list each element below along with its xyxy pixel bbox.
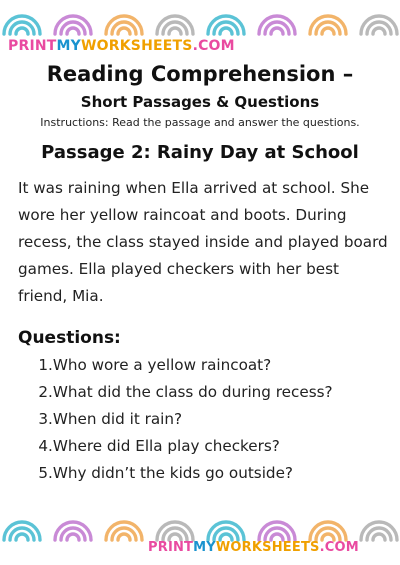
question-number-dot: .	[48, 410, 53, 428]
rainbow-icon	[361, 16, 397, 34]
question-text: Who wore a yellow raincoat?	[52, 356, 272, 374]
question-text: Where did Ella play checkers?	[52, 437, 280, 455]
question-number-dot: .	[48, 383, 53, 401]
question-item	[30, 433, 390, 460]
questions-list	[30, 352, 390, 487]
passage-text: It was raining when Ella arrived at school. She wore her yellow raincoat and boots. During recess, the class stayed inside and played board games. Ella played checkers with her best friend, Mia.	[18, 179, 388, 305]
question-number: 3	[38, 410, 48, 428]
rainbow-icon	[157, 16, 193, 34]
question-item	[30, 352, 390, 379]
rainbow-icon	[208, 16, 244, 34]
question-item	[30, 460, 390, 487]
question-item	[30, 379, 390, 406]
rainbow-icon	[55, 16, 91, 34]
page-title: Reading Comprehension –	[46, 62, 354, 86]
question-item	[30, 406, 390, 433]
brand-part-my: MY	[56, 38, 82, 54]
rainbow-icon	[361, 522, 397, 540]
question-number: 2	[38, 383, 48, 401]
rainbow-icon	[208, 522, 244, 540]
top-rainbow-border	[0, 0, 400, 40]
rainbow-icon	[310, 522, 346, 540]
question-number: 5	[38, 464, 48, 482]
questions-heading: Questions:	[18, 328, 121, 348]
page-subtitle: Short Passages & Questions	[80, 93, 320, 111]
brand-part-print: PRINT	[8, 38, 57, 54]
question-number-dot: .	[48, 437, 53, 455]
brand-part-com: .COM	[192, 38, 235, 54]
passage-title: Passage 2: Rainy Day at School	[41, 142, 359, 163]
rainbow-icon	[4, 522, 40, 540]
rainbow-icon	[55, 522, 91, 540]
rainbow-icon	[4, 16, 40, 34]
question-text: Why didn’t the kids go outside?	[52, 464, 293, 482]
question-number-dot: .	[48, 356, 53, 374]
instructions: Instructions: Read the passage and answer the questions.	[40, 116, 360, 129]
brand-part-worksheets: WORKSHEETS	[81, 38, 193, 54]
rainbow-icon	[106, 522, 142, 540]
rainbow-icon	[157, 522, 193, 540]
rainbow-icon	[259, 16, 295, 34]
rainbow-icon	[259, 522, 295, 540]
brand-part-com: .COM	[319, 540, 359, 555]
brand-part-worksheets: WORKSHEETS	[215, 540, 320, 555]
rainbow-icon	[106, 16, 142, 34]
brand-logo-bottom	[148, 540, 359, 555]
rainbow-icon	[310, 16, 346, 34]
question-number: 1	[38, 356, 48, 374]
question-number-dot: .	[48, 464, 53, 482]
question-text: What did the class do during recess?	[52, 383, 333, 401]
brand-logo-top	[8, 38, 235, 54]
question-number: 4	[38, 437, 48, 455]
brand-part-my: MY	[193, 540, 216, 555]
brand-part-print: PRINT	[148, 540, 194, 555]
question-text: When did it rain?	[52, 410, 183, 428]
